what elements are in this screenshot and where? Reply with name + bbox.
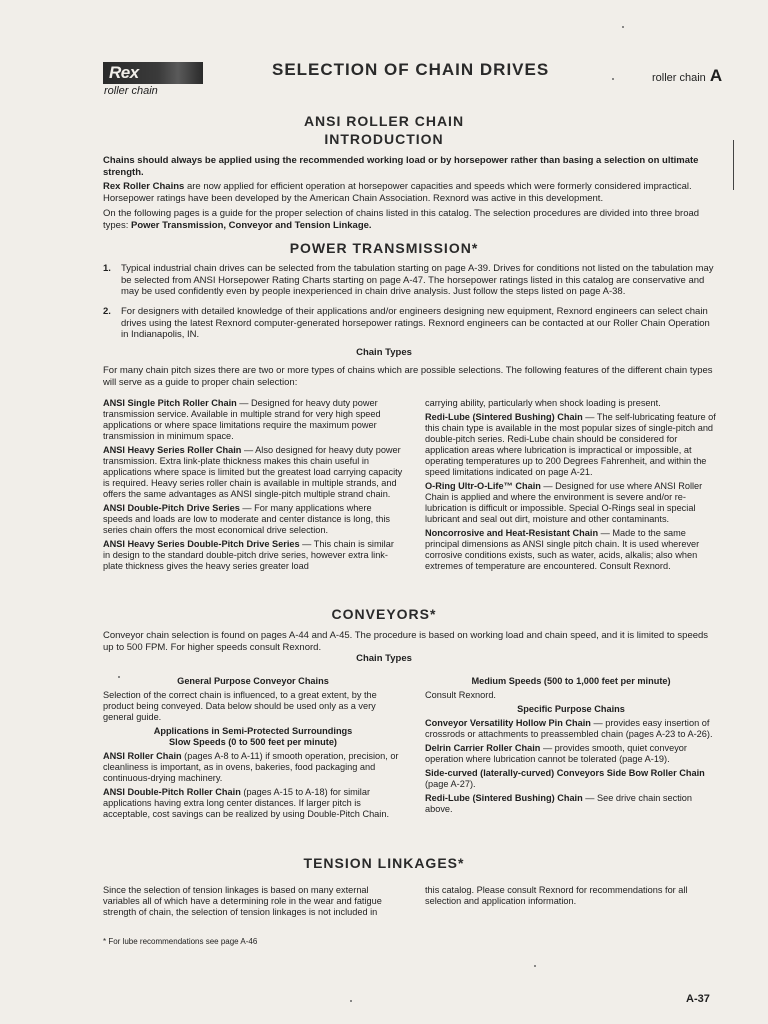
general-purpose-heading: General Purpose Conveyor Chains bbox=[177, 676, 329, 686]
tension-linkages-heading: TENSION LINKAGES* bbox=[303, 855, 465, 871]
list-item: O-Ring Ultr-O-Life™ Chain — Designed for use where ANSI Roller Chain is applied and where the environment is severe and/or re-lubrication is difficult or impossible. Special O-Rings seal in special lubricant and seal out dirt, moisture and other contaminants. bbox=[425, 481, 703, 524]
specific-purpose-heading: Specific Purpose Chains bbox=[517, 704, 625, 714]
power-item-1: 1. Typical industrial chain drives can be selected from the tabulation starting on page A-39. Drives for conditions not listed on the tabulation may be selected from ANSI Horsepower Rating Charts starting on page A-47. The horsepower ratings listed in this catalog are conservative and may be used confidently even by people inexperienced in chain drive analysis. Just follow the steps listed on page A-38. bbox=[103, 263, 714, 297]
page-title: SELECTION OF CHAIN DRIVES bbox=[272, 60, 550, 79]
list-item: ANSI Roller Chain (pages A-8 to A-11) if smooth operation, precision, or cleanliness is important, as in ovens, bakeries, food packaging and continuous-drying machinery. bbox=[103, 751, 399, 783]
conveyors-heading: CONVEYORS* bbox=[331, 606, 437, 622]
consult-rexnord: Consult Rexnord. bbox=[425, 690, 496, 700]
section-label: roller chain bbox=[652, 72, 706, 84]
power-transmission-heading: POWER TRANSMISSION* bbox=[289, 240, 479, 256]
list-item: Delrin Carrier Roller Chain — provides smooth, quiet conveyor operation where lubrication cannot be tolerated (page A-19). bbox=[425, 743, 687, 764]
list-item: Noncorrosive and Heat-Resistant Chain — Made to the same principal dimensions as ANSI single pitch chain. It is used wherever corrosive conditions exists, such as water, acids, alkalis; also when extremes of temperature are encountered. Consult Rexnord. bbox=[425, 528, 700, 571]
page-number: A-37 bbox=[686, 993, 710, 1005]
list-item: Redi-Lube (Sintered Bushing) Chain — The self-lubricating feature of this chain type is available in the most popular sizes of single-pitch and double-pitch series. Redi-Lube chain should be considered for application areas where lubrication is impractical or impossible, at operating temperatures up to 200 Degrees Fahrenheit, and within the speed limitations indicated on page A-21. bbox=[425, 412, 716, 477]
power-item-2: 2. For designers with detailed knowledge of their applications and/or engineers designing new equipment, Rexnord engineers can select chain drives using the latest Rexnord computer-generated horsepower ratings. Rexnord engineers can be contacted at our Roller Chain Operation in Indianapolis, IN. bbox=[103, 306, 710, 340]
list-item-continued: carrying ability, particularly when shock loading is present. bbox=[425, 398, 661, 408]
section-letter: A bbox=[709, 66, 723, 85]
list-item: ANSI Double-Pitch Roller Chain (pages A-15 to A-18) for similar applications having extra long center distances. If larger pitch is acceptable, cost savings can be realized by using Double-Pitch Chain. bbox=[103, 787, 389, 819]
conveyors-intro: Conveyor chain selection is found on pages A-44 and A-45. The procedure is based on working load and chain speed, and it is limited to speeds up to 500 FPM. For higher speeds consult Rexnord. bbox=[103, 630, 709, 653]
list-item: ANSI Single Pitch Roller Chain — Designed for heavy duty power transmission service. Available in multiple strand for very high speed applications or where space limitations require the maximum power transmission in minimum space. bbox=[103, 398, 381, 441]
footnote: * For lube recommendations see page A-46 bbox=[103, 937, 258, 946]
slow-speeds-heading: Slow Speeds (0 to 500 feet per minute) bbox=[169, 737, 337, 747]
power-chain-types-right-column bbox=[425, 398, 717, 575]
scan-edge-mark bbox=[733, 140, 734, 190]
list-item: ANSI Heavy Series Double-Pitch Drive Series — This chain is similar in design to the standard double-pitch drive series, however extra link-plate thickness gives the heavy series greater load bbox=[103, 539, 394, 571]
logo-subtitle: roller chain bbox=[104, 85, 158, 97]
intro-lead: Chains should always be applied using the recommended working load or by horsepower rather than basing a selection on ultimate strength. bbox=[103, 155, 699, 178]
scan-speck bbox=[350, 1000, 352, 1002]
list-item: Redi-Lube (Sintered Bushing) Chain — See drive chain section above. bbox=[425, 793, 693, 814]
scan-speck bbox=[534, 965, 536, 967]
intro-heading-line2: INTRODUCTION bbox=[324, 131, 444, 147]
list-item: Side-curved (laterally-curved) Conveyors Side Bow Roller Chain (page A-27). bbox=[425, 768, 705, 789]
power-chain-types-left-column bbox=[103, 398, 403, 575]
scan-speck bbox=[622, 26, 624, 28]
power-chain-types-heading: Chain Types bbox=[356, 347, 412, 358]
intro-rex-paragraph: Rex Roller Chains are now applied for efficient operation at horsepower capacities and speeds which were formerly considered impractical. Horsepower ratings have been developed by the American Chain Association. Rexnord was active in this development. bbox=[103, 181, 692, 204]
rex-logo: Rex bbox=[103, 62, 203, 84]
scan-speck bbox=[118, 676, 120, 678]
scan-speck bbox=[612, 78, 614, 80]
list-item: ANSI Heavy Series Roller Chain — Also designed for heavy duty power transmission. Extra link-plate thickness makes this chain useful in applications where space is limited but the greatest load carrying capacity is required. Heavy series roller chain is available in multiple strands, and offers the same advantages as ANSI single-pitch multiple strand chain. bbox=[103, 445, 403, 499]
general-purpose-intro: Selection of the correct chain is influenced, to a great extent, by the product being conveyed. Data below should be used only as a very general guide. bbox=[103, 690, 377, 722]
intro-heading-line1: ANSI ROLLER CHAIN bbox=[303, 113, 465, 129]
conveyors-right-column bbox=[425, 676, 717, 818]
tension-left-text: Since the selection of tension linkages is based on many external variables all of which have a determining role in the wear and fatigue strength of chain, the selection of tension linkages is not included in bbox=[103, 885, 382, 917]
list-item: Conveyor Versatility Hollow Pin Chain — provides easy insertion of crossrods or attachments to preassembled chain (pages A-23 to A-26). bbox=[425, 718, 713, 739]
semi-protected-heading: Applications in Semi-Protected Surroundings bbox=[153, 726, 353, 736]
rex-bold: Rex Roller Chains bbox=[103, 181, 185, 192]
intro-following-paragraph: On the following pages is a guide for the proper selection of chains listed in this catalog. The selection procedures are divided into three broad types: Power Transmission, Conveyor and Tension Linkage. bbox=[103, 208, 700, 231]
power-chain-types-intro: For many chain pitch sizes there are two or more types of chains which are possible selections. The following features of the different chain types will serve as a guide to proper chain selection: bbox=[103, 365, 713, 388]
medium-speeds-heading: Medium Speeds (500 to 1,000 feet per minute) bbox=[471, 676, 671, 686]
conveyors-chain-types-heading: Chain Types bbox=[356, 653, 412, 664]
tension-right-text: this catalog. Please consult Rexnord for recommendations for all selection and application information. bbox=[425, 885, 688, 906]
list-item: ANSI Double-Pitch Drive Series — For many applications where speeds and loads are low to moderate and center distance is long, this series chain offers the most economical drive selection. bbox=[103, 503, 391, 535]
conveyors-left-column bbox=[103, 676, 403, 823]
section-tab bbox=[652, 66, 722, 86]
